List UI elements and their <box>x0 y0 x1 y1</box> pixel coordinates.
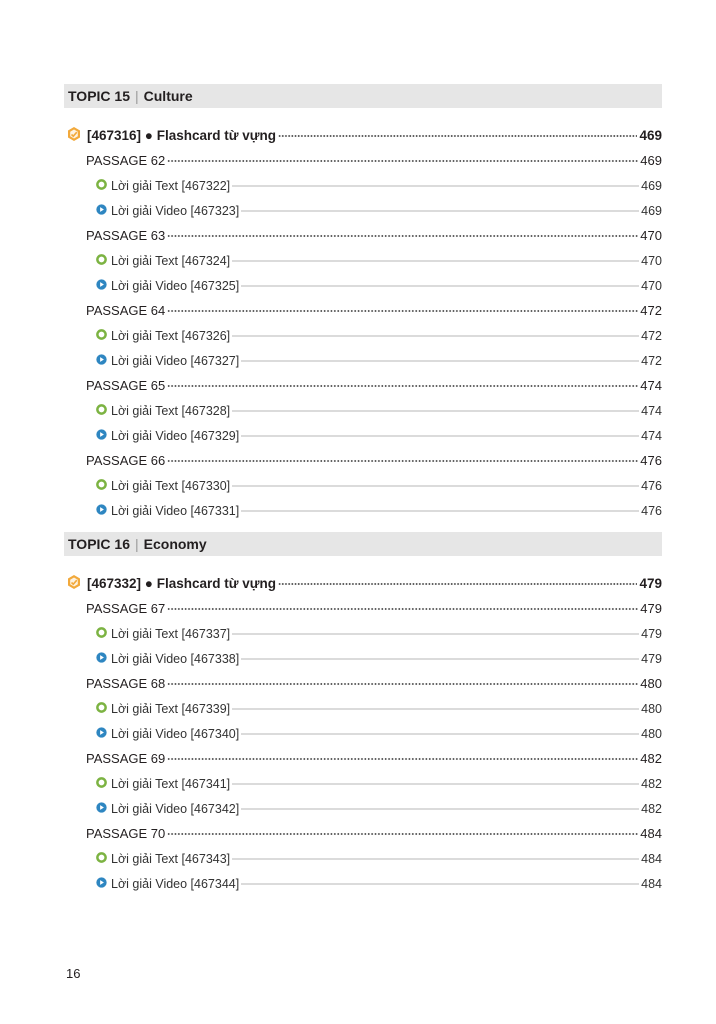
video-solution-entry-page: 484 <box>641 877 662 891</box>
video-solution-entry[interactable] <box>64 493 662 518</box>
video-solution-entry-label: Lời giải Video [467325] <box>111 279 240 293</box>
dot-leader <box>241 731 639 737</box>
text-solution-entry-label: Lời giải Text [467337] <box>111 627 231 641</box>
dot-leader <box>232 183 639 189</box>
video-solution-entry-label: Lời giải Video [467342] <box>111 802 240 816</box>
topic-separator: | <box>135 536 139 552</box>
flashcard-entry[interactable] <box>64 116 662 143</box>
video-solution-entry[interactable] <box>64 418 662 443</box>
video-solution-entry-label: Lời giải Video [467327] <box>111 354 240 368</box>
text-solution-entry[interactable] <box>64 468 662 493</box>
topic-label: TOPIC 15 <box>68 88 130 104</box>
passage-entry[interactable] <box>64 443 662 468</box>
flashcard-entry-page: 469 <box>639 128 662 143</box>
text-solution-entry-page: 484 <box>641 852 662 866</box>
text-solution-entry-label: Lời giải Text [467326] <box>111 329 231 343</box>
ring-icon <box>96 852 107 863</box>
dot-leader <box>232 483 639 489</box>
video-solution-entry-page: 482 <box>641 802 662 816</box>
dot-leader <box>232 706 639 712</box>
text-solution-entry-page: 476 <box>641 479 662 493</box>
play-circle-icon <box>96 652 107 663</box>
dot-leader <box>241 358 639 364</box>
topic-separator: | <box>135 88 139 104</box>
dot-leader <box>241 283 639 289</box>
video-solution-entry-label: Lời giải Video [467331] <box>111 504 240 518</box>
play-circle-icon <box>96 204 107 215</box>
passage-entry-label: PASSAGE 63 <box>86 228 166 243</box>
passage-entry-page: 480 <box>640 676 662 691</box>
text-solution-entry-label: Lời giải Text [467341] <box>111 777 231 791</box>
passage-entry-page: 470 <box>640 228 662 243</box>
play-circle-icon <box>96 802 107 813</box>
video-solution-entry[interactable] <box>64 193 662 218</box>
passage-entry-page: 469 <box>640 153 662 168</box>
video-solution-entry-page: 474 <box>641 429 662 443</box>
dot-leader <box>241 881 639 887</box>
video-solution-entry[interactable] <box>64 866 662 891</box>
text-solution-entry-label: Lời giải Text [467339] <box>111 702 231 716</box>
video-solution-entry[interactable] <box>64 791 662 816</box>
video-solution-entry-label: Lời giải Video [467338] <box>111 652 240 666</box>
passage-entry[interactable] <box>64 293 662 318</box>
ring-icon <box>96 777 107 788</box>
dot-leader <box>232 333 639 339</box>
flashcard-entry-page: 479 <box>639 576 662 591</box>
passage-entry[interactable] <box>64 666 662 691</box>
dot-leader <box>167 458 638 464</box>
dot-leader <box>278 581 637 587</box>
passage-entry-label: PASSAGE 68 <box>86 676 166 691</box>
video-solution-entry-label: Lời giải Video [467329] <box>111 429 240 443</box>
passage-entry[interactable] <box>64 741 662 766</box>
dot-leader <box>232 631 639 637</box>
dot-leader <box>278 133 637 139</box>
video-solution-entry-label: Lời giải Video [467323] <box>111 204 240 218</box>
text-solution-entry[interactable] <box>64 318 662 343</box>
text-solution-entry-label: Lời giải Text [467328] <box>111 404 231 418</box>
dot-leader <box>241 508 639 514</box>
play-circle-icon <box>96 504 107 515</box>
text-solution-entry[interactable] <box>64 616 662 641</box>
video-solution-entry[interactable] <box>64 641 662 666</box>
video-solution-entry[interactable] <box>64 343 662 368</box>
flashcard-entry-label: [467316] ● Flashcard từ vựng <box>87 128 277 143</box>
text-solution-entry[interactable] <box>64 243 662 268</box>
text-solution-entry-label: Lời giải Text [467324] <box>111 254 231 268</box>
text-solution-entry-page: 474 <box>641 404 662 418</box>
dot-leader <box>232 781 639 787</box>
dot-leader <box>167 383 638 389</box>
text-solution-entry[interactable] <box>64 168 662 193</box>
passage-entry-page: 482 <box>640 751 662 766</box>
table-of-contents <box>64 84 662 891</box>
dot-leader <box>241 656 639 662</box>
ring-icon <box>96 627 107 638</box>
dot-leader <box>167 158 638 164</box>
topic-name: Culture <box>143 88 193 104</box>
hexagon-badge-icon <box>66 574 82 590</box>
ring-icon <box>96 329 107 340</box>
video-solution-entry-page: 472 <box>641 354 662 368</box>
dot-leader <box>167 831 638 837</box>
ring-icon <box>96 479 107 490</box>
topic-header <box>64 532 662 556</box>
passage-entry-label: PASSAGE 70 <box>86 826 166 841</box>
text-solution-entry-label: Lời giải Text [467343] <box>111 852 231 866</box>
text-solution-entry-page: 479 <box>641 627 662 641</box>
passage-entry-label: PASSAGE 62 <box>86 153 166 168</box>
text-solution-entry-page: 469 <box>641 179 662 193</box>
text-solution-entry[interactable] <box>64 393 662 418</box>
text-solution-entry-page: 482 <box>641 777 662 791</box>
text-solution-entry[interactable] <box>64 766 662 791</box>
text-solution-entry-page: 470 <box>641 254 662 268</box>
text-solution-entry-page: 472 <box>641 329 662 343</box>
video-solution-entry[interactable] <box>64 268 662 293</box>
video-solution-entry-page: 469 <box>641 204 662 218</box>
text-solution-entry-page: 480 <box>641 702 662 716</box>
flashcard-entry-label: [467332] ● Flashcard từ vựng <box>87 576 277 591</box>
passage-entry-page: 479 <box>640 601 662 616</box>
passage-entry[interactable] <box>64 591 662 616</box>
dot-leader <box>167 233 638 239</box>
passage-entry-page: 472 <box>640 303 662 318</box>
dot-leader <box>167 606 638 612</box>
text-solution-entry-label: Lời giải Text [467322] <box>111 179 231 193</box>
passage-entry-label: PASSAGE 64 <box>86 303 166 318</box>
play-circle-icon <box>96 727 107 738</box>
flashcard-entry[interactable] <box>64 564 662 591</box>
play-circle-icon <box>96 354 107 365</box>
dot-leader <box>232 258 639 264</box>
passage-entry-label: PASSAGE 66 <box>86 453 166 468</box>
passage-entry-page: 476 <box>640 453 662 468</box>
page-number: 16 <box>66 966 81 981</box>
dot-leader <box>232 408 639 414</box>
passage-entry-page: 484 <box>640 826 662 841</box>
dot-leader <box>167 308 638 314</box>
ring-icon <box>96 702 107 713</box>
ring-icon <box>96 254 107 265</box>
topic-header <box>64 84 662 108</box>
dot-leader <box>241 208 639 214</box>
dot-leader <box>167 756 638 762</box>
video-solution-entry-page: 476 <box>641 504 662 518</box>
video-solution-entry[interactable] <box>64 716 662 741</box>
text-solution-entry-label: Lời giải Text [467330] <box>111 479 231 493</box>
passage-entry[interactable] <box>64 816 662 841</box>
passage-entry-label: PASSAGE 69 <box>86 751 166 766</box>
video-solution-entry-page: 479 <box>641 652 662 666</box>
video-solution-entry-label: Lời giải Video [467344] <box>111 877 240 891</box>
ring-icon <box>96 404 107 415</box>
passage-entry[interactable] <box>64 368 662 393</box>
dot-leader <box>232 856 639 862</box>
passage-entry-label: PASSAGE 65 <box>86 378 166 393</box>
dot-leader <box>241 806 639 812</box>
topic-label: TOPIC 16 <box>68 536 130 552</box>
video-solution-entry-label: Lời giải Video [467340] <box>111 727 240 741</box>
dot-leader <box>241 433 639 439</box>
hexagon-badge-icon <box>66 126 82 142</box>
play-circle-icon <box>96 877 107 888</box>
video-solution-entry-page: 470 <box>641 279 662 293</box>
text-solution-entry[interactable] <box>64 691 662 716</box>
video-solution-entry-page: 480 <box>641 727 662 741</box>
passage-entry[interactable] <box>64 143 662 168</box>
text-solution-entry[interactable] <box>64 841 662 866</box>
play-circle-icon <box>96 279 107 290</box>
ring-icon <box>96 179 107 190</box>
topic-name: Economy <box>143 536 207 552</box>
dot-leader <box>167 681 638 687</box>
play-circle-icon <box>96 429 107 440</box>
passage-entry-label: PASSAGE 67 <box>86 601 166 616</box>
passage-entry-page: 474 <box>640 378 662 393</box>
passage-entry[interactable] <box>64 218 662 243</box>
